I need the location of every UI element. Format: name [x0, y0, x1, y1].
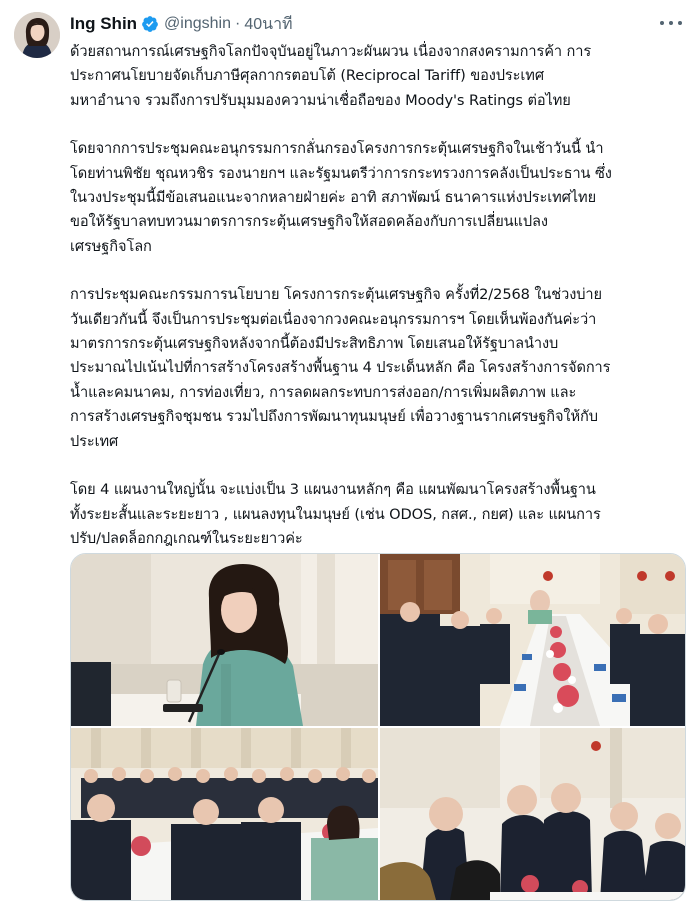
- tweet-text: [70, 40, 682, 551]
- photo-3[interactable]: [71, 728, 378, 900]
- photo-4-image: [380, 728, 686, 900]
- tweet-header: [70, 12, 293, 36]
- photo-2[interactable]: [380, 554, 686, 726]
- timestamp[interactable]: 40นาที: [244, 15, 293, 33]
- photo-grid: [70, 553, 686, 901]
- paragraph-2: โดยจากการประชุมคณะอนุกรรมการกลั่นกรองโครงการกระตุ้นเศรษฐกิจในเช้าวันนี้ นำ โดยท่านพิชัย ชุณหวชิร รองนายกฯ และรัฐมนตรีว่าการกระทรวงการคลังเป็นประธาน ซึ่ง ในวงประชุมนี้มีข้อเสนอแนะจากหลายฝ่ายค่ะ อาทิ สภาพัฒน์ ธนาคารแห่งประเทศไทย ขอให้รัฐบาลทบทวนมาตรการกระตุ้นเศรษฐกิจให้สอดคล้องกับการเปลี่ยนแปลง เศรษฐกิจโลก: [70, 140, 612, 255]
- photo-2-image: [380, 554, 686, 726]
- paragraph-4: โดย 4 แผนงานใหญ่นั้น จะแบ่งเป็น 3 แผนงานหลักๆ คือ แผนพัฒนาโครงสร้างพื้นฐาน ทั้งระยะสั้นและระยะยาว , แผนลงทุนในมนุษย์ (เช่น ODOS, กสศ., กยศ) และ แผนการ ปรับ/ปลดล็อกกฎเกณฑ์ในระยะยาวค่ะ: [70, 481, 601, 547]
- separator-dot: ·: [235, 15, 241, 32]
- author-handle[interactable]: @ingshin: [164, 15, 231, 32]
- more-options-icon[interactable]: [660, 14, 682, 32]
- verified-badge-icon: [141, 15, 159, 33]
- photo-3-image: [71, 728, 378, 900]
- photo-4[interactable]: [380, 728, 686, 900]
- avatar-image: [14, 12, 60, 58]
- avatar[interactable]: [14, 12, 60, 58]
- paragraph-3: การประชุมคณะกรรมการนโยบาย โครงการกระตุ้นเศรษฐกิจ ครั้งที่2/2568 ในช่วงบ่าย วันเดียวกันนี้ จึงเป็นการประชุมต่อเนื่องจากวงคณะอนุกรรมการฯ โดยเห็นพ้องกันค่ะว่า มาตรการกระตุ้นเศรษฐกิจหลังจากนี้ต้องมีประสิทธิภาพ โดยเสนอให้รัฐบาลนำงบ ประมาณไปเน้นไปที่การสร้างโครงสร้างพื้นฐาน 4 ประเด็นหลัก คือ โครงสร้างการจัดการ น้ำและคมนาคม, การท่องเที่ยว, การลดผลกระทบการส่งออก/การเพิ่มผลิตภาพ และ การสร้างเศรษฐกิจชุมชน รวมไปถึงการพัฒนาทุนมนุษย์ เพื่อวางฐานรากเศรษฐกิจให้กับ ประเทศ: [70, 286, 611, 450]
- photo-1[interactable]: [71, 554, 378, 726]
- photo-1-image: [71, 554, 378, 726]
- paragraph-1: ด้วยสถานการณ์เศรษฐกิจโลกปัจจุบันอยู่ในภาวะผันผวน เนื่องจากสงครามการค้า การ ประกาศนโยบายจัดเก็บภาษีศุลกากรตอบโต้ (Reciprocal Tariff) ของประเทศ มหาอำนาจ รวมถึงการปรับมุมมองความน่าเชื่อถือของ Moody's Ratings ต่อไทย: [70, 43, 592, 109]
- author-name[interactable]: Ing Shin: [70, 14, 138, 33]
